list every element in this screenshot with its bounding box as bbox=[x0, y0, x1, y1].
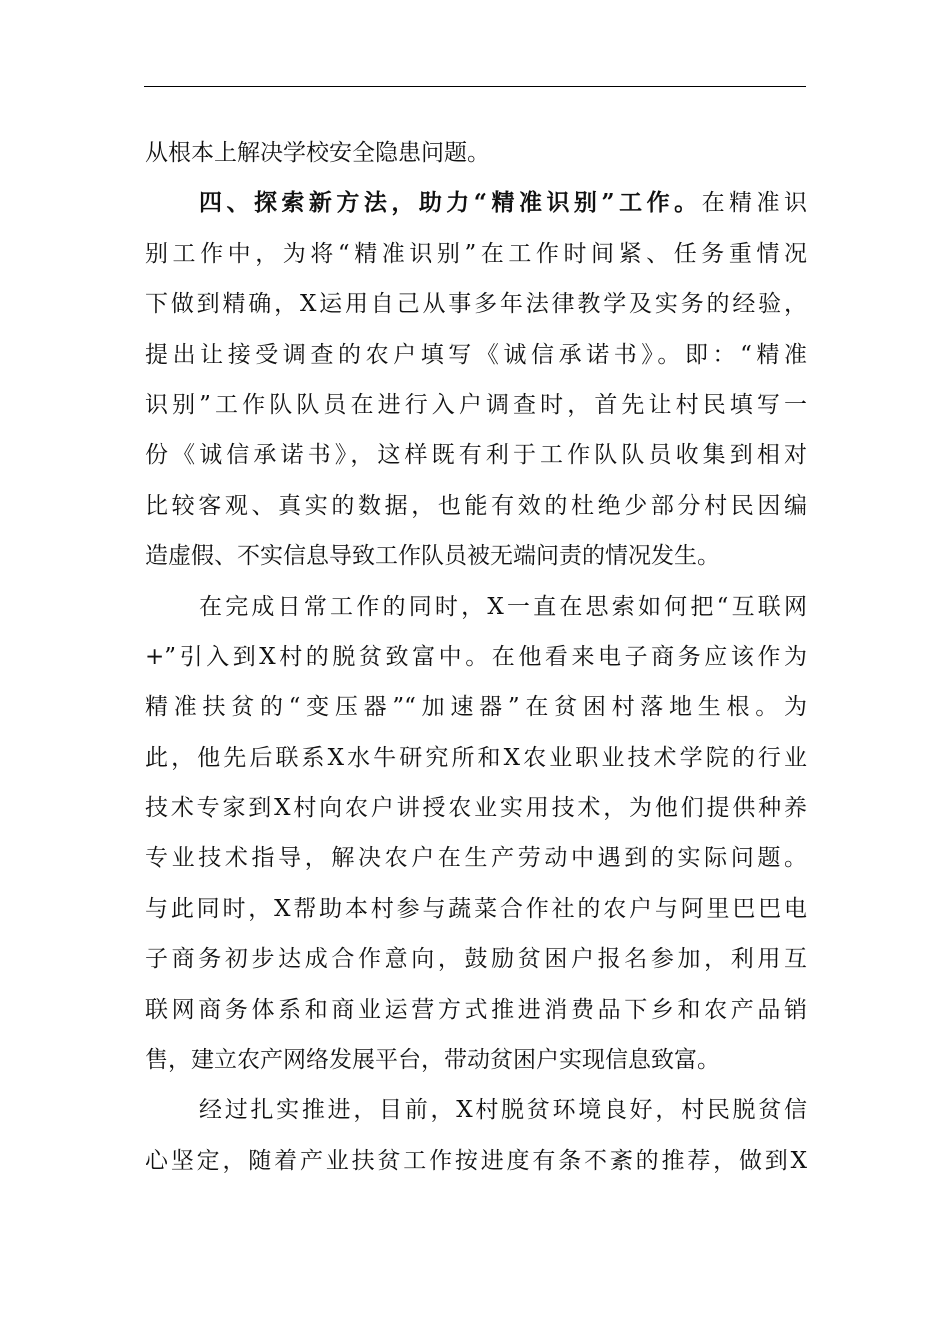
text-line: 提出让接受调查的农户填写《诚信承诺书》。即：“精准 bbox=[145, 341, 807, 368]
body-text bbox=[145, 128, 807, 1186]
text-line: 精准扶贫的“变压器”“加速器”在贫困村落地生根。为 bbox=[145, 694, 807, 721]
text-line: 在完成日常工作的同时，X一直在思索如何把“互联网 bbox=[199, 593, 807, 620]
text-line: 与此同时，X帮助本村参与蔬菜合作社的农户与阿里巴巴电 bbox=[145, 895, 807, 922]
text-line: 比较客观、真实的数据，也能有效的杜绝少部分村民因编 bbox=[145, 492, 807, 519]
text-line: 心坚定，随着产业扶贫工作按进度有条不紊的推荐，做到X bbox=[145, 1147, 807, 1174]
header-rule bbox=[144, 86, 806, 87]
text-line: 从根本上解决学校安全隐患问题。 bbox=[145, 140, 490, 166]
text-line: 经过扎实推进，目前，X村脱贫环境良好，村民脱贫信 bbox=[199, 1097, 807, 1124]
text-line: 此，他先后联系X水牛研究所和X农业职业技术学院的行业 bbox=[145, 744, 807, 771]
text-line: 售，建立农产网络发展平台，带动贫困户实现信息致富。 bbox=[145, 1047, 720, 1074]
text-line: 四、探索新方法，助力“精准识别”工作。在精准识 bbox=[199, 189, 807, 217]
text-line: 子商务初步达成合作意向，鼓励贫困户报名参加，利用互 bbox=[145, 946, 807, 973]
text-line: 别工作中，为将“精准识别”在工作时间紧、任务重情况 bbox=[145, 240, 807, 267]
text-line: 造虚假、不实信息导致工作队员被无端问责的情况发生。 bbox=[145, 543, 720, 570]
text-line: 联网商务体系和商业运营方式推进消费品下乡和农产品销 bbox=[145, 996, 807, 1023]
text-line: 技术专家到X村向农户讲授农业实用技术，为他们提供种养 bbox=[145, 795, 807, 822]
section-heading: 四、探索新方法，助力“精准识别”工作。 bbox=[199, 189, 702, 217]
text-line: 专业技术指导，解决农户在生产劳动中遇到的实际问题。 bbox=[145, 845, 807, 872]
text-line: 份《诚信承诺书》，这样既有利于工作队队员收集到相对 bbox=[145, 442, 807, 469]
text-line: +”引入到X村的脱贫致富中。在他看来电子商务应该作为 bbox=[145, 643, 807, 670]
text-line: 下做到精确，X运用自己从事多年法律教学及实务的经验， bbox=[145, 291, 807, 318]
text-line: 识别”工作队队员在进行入户调查时，首先让村民填写一 bbox=[145, 391, 807, 418]
